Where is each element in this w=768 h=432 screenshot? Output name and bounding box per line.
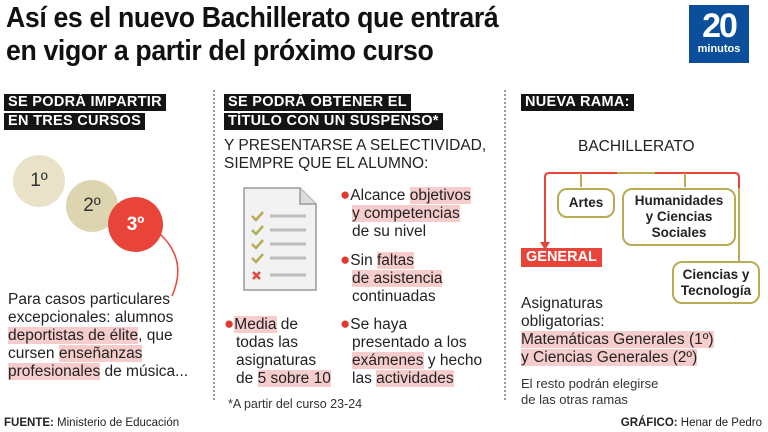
col2-bullet-2: [340, 252, 504, 306]
humanidades-line-3: Sociales: [651, 225, 707, 240]
bullet-dot-icon: ●: [340, 185, 351, 204]
humanidades-line-2: y Ciencias: [645, 209, 713, 224]
b1-text-c: de su nivel: [352, 223, 427, 240]
b3-text-b: presentado a los: [352, 334, 467, 351]
checklist-document-icon: [240, 186, 320, 292]
humanidades-line-1: Humanidades: [634, 193, 724, 208]
col2-bullet-1: [340, 187, 504, 241]
b1-text-a: Alcance: [350, 187, 410, 204]
asignaturas-line-1: Asignaturas: [521, 295, 603, 312]
col2-header-line-2: TÍTULO CON UN SUSPENSO*: [224, 113, 443, 130]
col1-line-5-rest: de música...: [100, 363, 189, 380]
ciencias-highlight: y Ciencias Generales (2º): [521, 349, 698, 366]
col2-intro-line-1: Y PRESENTARSE A SELECTIVIDAD,: [224, 137, 487, 154]
logo-number: 20: [702, 7, 736, 45]
branch-artes: Artes: [557, 188, 615, 218]
media-text-c: asignaturas: [236, 352, 317, 369]
resto-line-1: El resto podrán elegirse: [521, 376, 659, 391]
tree-root-bachillerato: BACHILLERATO: [578, 138, 695, 155]
b2-text-c: continuadas: [352, 288, 436, 305]
b3-highlight-examenes: exámenes: [352, 352, 424, 369]
col2-intro-line-2: SIEMPRE QUE EL ALUMNO:: [224, 155, 429, 172]
bullet-dot-icon: ●: [340, 250, 351, 269]
col3-header-label: NUEVA RAMA:: [521, 94, 634, 111]
bullet-dot-icon: ●: [224, 314, 235, 333]
credit-text: Henar de Pedro: [677, 417, 762, 429]
ciencias-line-1: Ciencias y: [682, 267, 750, 282]
col2-intro: [224, 137, 504, 173]
col1-header-line-1: SE PODRÁ IMPARTIR: [4, 94, 166, 111]
resto-line-2: de las otras ramas: [521, 392, 628, 407]
col3-resto: [521, 376, 658, 408]
col1-line-1: Para casos particulares: [8, 291, 170, 308]
col2-bullet-3: [340, 316, 504, 388]
credit-label: GRÁFICO:: [620, 417, 678, 429]
bullet-dot-icon: ●: [340, 314, 351, 333]
asignaturas-line-2: obligatorias:: [521, 313, 605, 330]
connector-arrow-icon: [150, 230, 190, 300]
media-text-d: de: [236, 370, 258, 387]
col1-header-line-2: EN TRES CURSOS: [4, 113, 145, 130]
col3-header: [521, 93, 634, 111]
col1-text: [8, 291, 208, 381]
media-text-a: de: [276, 316, 299, 333]
column-divider-1: [213, 90, 215, 400]
logo-word: minutos: [697, 43, 741, 55]
title-line-1: Así es el nuevo Bachillerato que entrará: [6, 2, 499, 34]
col1-line-3-rest: , que: [138, 327, 173, 344]
col1-line-3: [8, 327, 208, 345]
course-1-circle: 1º: [13, 155, 65, 207]
source-text: Ministerio de Educación: [53, 417, 180, 429]
col2-header: [224, 93, 443, 130]
b3-highlight-actividades: actividades: [376, 370, 454, 387]
media-text-b: todas las: [236, 334, 299, 351]
footer-credit: [621, 417, 762, 429]
matematicas-highlight: Matemáticas Generales (1º): [521, 331, 714, 348]
media-highlight: Media: [234, 316, 277, 333]
col2-footnote: *A partir del curso 23-24: [228, 397, 363, 411]
footer-source: [4, 417, 179, 429]
col1-highlight-ensenanzas: enseñanzas: [58, 345, 143, 362]
col1-line-4-start: cursen: [8, 345, 59, 362]
b3-text-a: Se haya: [350, 316, 408, 333]
b2-highlight-asistencia: de asistencia: [352, 270, 443, 287]
col3-asignaturas: [521, 295, 761, 367]
b1-highlight-competencias: y competencias: [352, 205, 460, 222]
b2-text-a: Sin: [350, 252, 377, 269]
b3-text-d: las: [352, 370, 377, 387]
col1-header: [4, 93, 166, 130]
ciencias-line-2: Tecnología: [680, 283, 752, 298]
source-label: FUENTE:: [4, 417, 54, 429]
col1-highlight-deportistas: deportistas de élite: [8, 327, 139, 344]
col1-line-5: [8, 363, 208, 381]
col1-highlight-profesionales: profesionales: [8, 363, 101, 380]
branch-general-badge: GENERAL: [521, 248, 602, 267]
course-2-circle: 2º: [66, 180, 118, 232]
b3-text-c: y hecho: [423, 352, 483, 369]
branch-humanidades: [622, 188, 736, 246]
brand-logo: [689, 5, 749, 63]
col2-media: [224, 316, 334, 388]
col2-header-line-1: SE PODRÁ OBTENER EL: [224, 94, 411, 111]
media-highlight-nota: 5 sobre 10: [257, 370, 331, 387]
col1-line-4: [8, 345, 208, 363]
page-title: [6, 2, 632, 68]
col1-line-2: excepcionales: alumnos: [8, 309, 174, 326]
b1-highlight-objetivos: objetivos: [409, 187, 471, 204]
title-line-2: en vigor a partir del próximo curso: [6, 35, 434, 67]
b2-highlight-faltas: faltas: [377, 252, 415, 269]
course-3-circle: 3º: [108, 197, 163, 252]
